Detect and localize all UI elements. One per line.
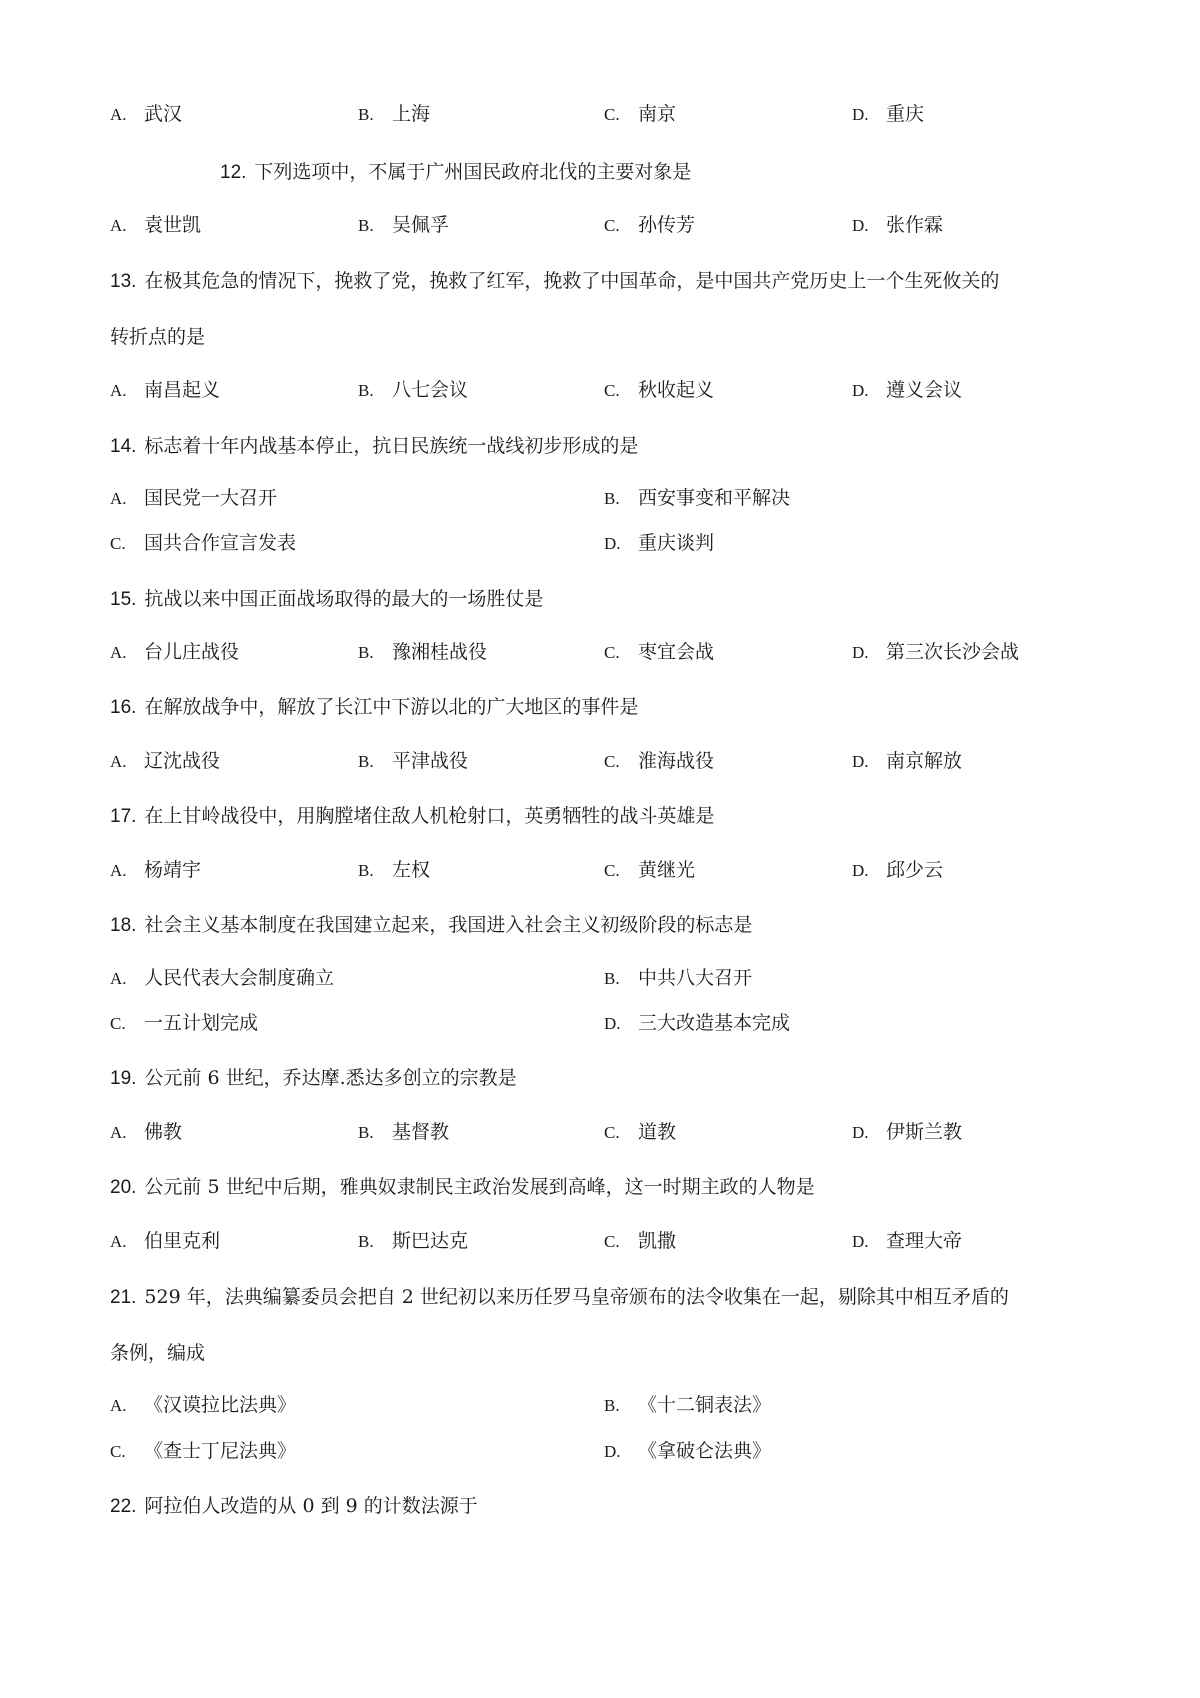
option-label: B. [604, 489, 620, 508]
q20-option-a[interactable] [110, 1226, 220, 1257]
q13-option-b[interactable] [358, 375, 468, 406]
q19-option-c[interactable] [604, 1117, 676, 1148]
option-label: C. [604, 861, 620, 880]
option-text: 凯撒 [638, 1230, 677, 1252]
option-text: 国民党一大召开 [144, 487, 278, 509]
option-text: 重庆 [886, 103, 925, 125]
option-text: 斯巴达克 [392, 1230, 469, 1252]
q21-option-d[interactable] [604, 1436, 771, 1467]
q14-option-c[interactable] [110, 528, 296, 559]
option-text: 伊斯兰教 [886, 1121, 963, 1143]
option-text: 道教 [638, 1121, 677, 1143]
question-text: 标志着十年内战基本停止，抗日民族统一战线初步形成的是 [144, 435, 639, 457]
question-text: 在上甘岭战役中，用胸膛堵住敌人机枪射口，英勇牺牲的战斗英雄是 [144, 805, 715, 827]
question-text: 在极其危急的情况下，挽救了党，挽救了红军，挽救了中国革命，是中国共产党历史上一个生死攸关的 [144, 270, 1000, 292]
option-text: 邱少云 [886, 859, 944, 881]
q16-option-d[interactable] [852, 746, 962, 777]
option-text: 基督教 [392, 1121, 450, 1143]
option-text: 秋收起义 [638, 379, 715, 401]
question-text: 公元前 6 世纪，乔达摩.悉达多创立的宗教是 [144, 1067, 517, 1089]
option-text: 黄继光 [638, 859, 696, 881]
q16-option-c[interactable] [604, 746, 714, 777]
option-label: A. [110, 216, 127, 235]
option-label: B. [358, 1232, 374, 1251]
option-text: 张作霖 [886, 214, 944, 236]
option-text: 台儿庄战役 [144, 641, 240, 663]
q18-option-d[interactable] [604, 1008, 790, 1039]
option-label: C. [604, 105, 620, 124]
q18-option-b[interactable] [604, 963, 752, 994]
option-label: A. [110, 752, 127, 771]
q17-option-b[interactable] [358, 855, 430, 886]
question-text: 下列选项中，不属于广州国民政府北伐的主要对象是 [254, 161, 692, 183]
option-label: A. [110, 105, 127, 124]
option-label: A. [110, 489, 127, 508]
option-text: 《十二铜表法》 [638, 1394, 772, 1416]
q13-option-a[interactable] [110, 375, 220, 406]
option-text: 南京 [638, 103, 677, 125]
option-label: D. [852, 861, 869, 880]
option-label: D. [604, 1014, 621, 1033]
option-label: C. [604, 381, 620, 400]
option-text: 辽沈战役 [144, 750, 221, 772]
q17-option-a[interactable] [110, 855, 201, 886]
option-text: 第三次长沙会战 [886, 641, 1020, 663]
q15-option-d[interactable] [852, 637, 1019, 668]
option-label: A. [110, 969, 127, 988]
option-text: 《拿破仑法典》 [638, 1440, 772, 1462]
q12-option-c[interactable] [604, 210, 695, 241]
option-text: 三大改造基本完成 [638, 1012, 791, 1034]
q19-option-a[interactable] [110, 1117, 182, 1148]
option-label: B. [358, 752, 374, 771]
option-text: 伯里克利 [144, 1230, 221, 1252]
option-text: 重庆谈判 [638, 532, 715, 554]
option-label: B. [358, 216, 374, 235]
option-label: C. [604, 643, 620, 662]
option-text: 佛教 [144, 1121, 183, 1143]
option-label: D. [852, 1232, 869, 1251]
option-label: B. [358, 1123, 374, 1142]
q11-option-b[interactable] [358, 99, 430, 130]
option-label: B. [358, 381, 374, 400]
question-number: 18. [110, 915, 137, 936]
question-text-continued: 条例，编成 [110, 1342, 206, 1364]
question-number: 15. [110, 589, 137, 610]
option-text: 袁世凯 [144, 214, 202, 236]
option-text: 人民代表大会制度确立 [144, 967, 335, 989]
q14-option-a[interactable] [110, 483, 277, 514]
option-label: B. [604, 1396, 620, 1415]
option-text: 查理大帝 [886, 1230, 963, 1252]
option-text: 遵义会议 [886, 379, 963, 401]
question-number: 13. [110, 271, 137, 292]
option-text: 吴佩孚 [392, 214, 450, 236]
option-text: 杨靖宇 [144, 859, 202, 881]
option-text: 枣宜会战 [638, 641, 715, 663]
option-text: 豫湘桂战役 [392, 641, 488, 663]
q15-option-a[interactable] [110, 637, 239, 668]
option-label: A. [110, 1123, 127, 1142]
q21-option-c[interactable] [110, 1436, 296, 1467]
q21-option-b[interactable] [604, 1390, 771, 1421]
option-label: C. [110, 534, 126, 553]
question-text: 529 年，法典编纂委员会把自 2 世纪初以来历任罗马皇帝颁布的法令收集在一起，剔除其中相互矛盾的 [144, 1286, 1009, 1308]
question-number: 22. [110, 1496, 137, 1517]
question-number: 20. [110, 1177, 137, 1198]
question-text: 社会主义基本制度在我国建立起来，我国进入社会主义初级阶段的标志是 [144, 914, 753, 936]
q20-option-c[interactable] [604, 1226, 676, 1257]
option-label: A. [110, 1232, 127, 1251]
option-text: 《查士丁尼法典》 [144, 1440, 297, 1462]
q16-option-b[interactable] [358, 746, 468, 777]
option-label: A. [110, 1396, 127, 1415]
question-number: 17. [110, 806, 137, 827]
option-label: C. [604, 752, 620, 771]
option-text: 左权 [392, 859, 431, 881]
question-text: 公元前 5 世纪中后期，雅典奴隶制民主政治发展到高峰，这一时期主政的人物是 [144, 1176, 815, 1198]
option-label: C. [110, 1014, 126, 1033]
question-text: 抗战以来中国正面战场取得的最大的一场胜仗是 [144, 588, 544, 610]
option-label: A. [110, 643, 127, 662]
option-text: 《汉谟拉比法典》 [144, 1394, 297, 1416]
option-label: D. [852, 105, 869, 124]
option-text: 八七会议 [392, 379, 469, 401]
option-label: C. [604, 216, 620, 235]
question-text: 阿拉伯人改造的从 0 到 9 的计数法源于 [144, 1495, 478, 1517]
question-number: 14. [110, 436, 137, 457]
q20-option-b[interactable] [358, 1226, 468, 1257]
question-number: 19. [110, 1068, 137, 1089]
option-label: D. [852, 643, 869, 662]
q19-option-b[interactable] [358, 1117, 449, 1148]
q21-option-a[interactable] [110, 1390, 296, 1421]
q11-option-d[interactable] [852, 99, 924, 130]
option-label: D. [604, 1442, 621, 1461]
q12-option-d[interactable] [852, 210, 943, 241]
option-label: D. [852, 1123, 869, 1142]
question-text: 在解放战争中，解放了长江中下游以北的广大地区的事件是 [144, 696, 639, 718]
option-label: D. [852, 752, 869, 771]
option-label: B. [358, 105, 374, 124]
q14-option-b[interactable] [604, 483, 790, 514]
option-text: 国共合作宣言发表 [144, 532, 297, 554]
option-label: B. [358, 861, 374, 880]
option-label: C. [604, 1232, 620, 1251]
q15-option-c[interactable] [604, 637, 714, 668]
q19-option-d[interactable] [852, 1117, 962, 1148]
question-number: 16. [110, 697, 137, 718]
q13-option-c[interactable] [604, 375, 714, 406]
q16-option-a[interactable] [110, 746, 220, 777]
option-text: 南昌起义 [144, 379, 221, 401]
option-label: A. [110, 861, 127, 880]
option-label: D. [604, 534, 621, 553]
option-label: C. [604, 1123, 620, 1142]
question-number: 21. [110, 1287, 137, 1308]
q14-option-d[interactable] [604, 528, 714, 559]
option-text: 南京解放 [886, 750, 963, 772]
option-text: 一五计划完成 [144, 1012, 259, 1034]
option-label: B. [358, 643, 374, 662]
option-label: D. [852, 216, 869, 235]
q20-option-d[interactable] [852, 1226, 962, 1257]
question-text-continued: 转折点的是 [110, 326, 206, 348]
option-text: 上海 [392, 103, 431, 125]
option-label: C. [110, 1442, 126, 1461]
option-label: B. [604, 969, 620, 988]
q12-option-b[interactable] [358, 210, 449, 241]
q17-option-d[interactable] [852, 855, 943, 886]
q17-option-c[interactable] [604, 855, 695, 886]
option-label: A. [110, 381, 127, 400]
option-text: 武汉 [144, 103, 183, 125]
q18-option-c[interactable] [110, 1008, 258, 1039]
q11-option-c[interactable] [604, 99, 676, 130]
option-label: D. [852, 381, 869, 400]
q12-option-a[interactable] [110, 210, 201, 241]
option-text: 中共八大召开 [638, 967, 753, 989]
option-text: 平津战役 [392, 750, 469, 772]
q15-option-b[interactable] [358, 637, 487, 668]
q11-option-a[interactable] [110, 99, 182, 130]
q18-option-a[interactable] [110, 963, 334, 994]
question-number: 12. [220, 162, 247, 183]
option-text: 西安事变和平解决 [638, 487, 791, 509]
option-text: 淮海战役 [638, 750, 715, 772]
option-text: 孙传芳 [638, 214, 696, 236]
q13-option-d[interactable] [852, 375, 962, 406]
